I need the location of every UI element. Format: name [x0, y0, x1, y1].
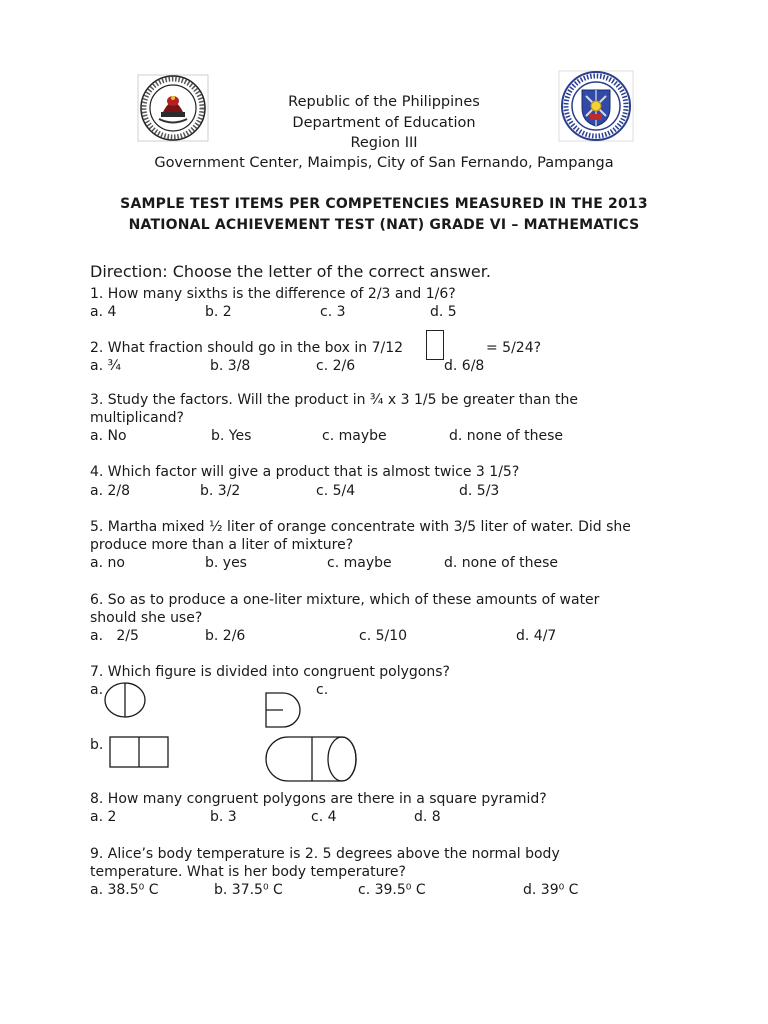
q1-option-b: b. 2 — [205, 304, 232, 320]
document-title-line1: SAMPLE TEST ITEMS PER COMPETENCIES MEASURED IN THE 2013 — [120, 196, 648, 212]
question-8-text: 8. How many congruent polygons are there in a square pyramid? — [90, 791, 547, 807]
question-6-text: 6. So as to produce a one-liter mixture, which of these amounts of water — [90, 592, 600, 608]
q4-option-c: c. 5/4 — [316, 483, 356, 499]
question-6-text-line2: should she use? — [90, 610, 203, 626]
q1-option-c: c. 3 — [320, 304, 346, 320]
q7-option-b: b. — [90, 737, 104, 753]
q5-option-c: c. maybe — [327, 555, 392, 571]
question-5-text: 5. Martha mixed ½ liter of orange concentrate with 3/5 liter of water. Did she — [90, 519, 631, 535]
q4-option-a: a. 2/8 — [90, 483, 131, 499]
q6-option-d: d. 4/7 — [516, 628, 557, 644]
q8-option-a: a. 2 — [90, 809, 117, 825]
q5-option-d: d. none of these — [444, 555, 558, 571]
q6-option-c: c. 5/10 — [359, 628, 408, 644]
q9-option-a: a. 38.5⁰ C — [90, 882, 159, 898]
question-4-text: 4. Which factor will give a product that is almost twice 3 1/5? — [90, 464, 520, 480]
q8-option-b: b. 3 — [210, 809, 237, 825]
q2-option-c: c. 2/6 — [316, 358, 356, 374]
direction-text: Direction: Choose the letter of the correct answer. — [90, 262, 491, 281]
figure-b-divided-rectangle — [110, 737, 168, 767]
q7-option-a: a. — [90, 682, 104, 698]
q3-option-c: c. maybe — [322, 428, 387, 444]
q8-option-d: d. 8 — [414, 809, 441, 825]
q2-option-a: a. ¾ — [90, 358, 122, 374]
q7-option-c: c. — [316, 682, 329, 698]
q5-option-a: a. no — [90, 555, 125, 571]
q4-option-d: d. 5/3 — [459, 483, 500, 499]
figure-d-capsule — [266, 737, 356, 781]
q8-option-c: c. 4 — [311, 809, 337, 825]
header-department: Department of Education — [292, 115, 476, 131]
header-address: Government Center, Maimpis, City of San Fernando, Pampanga — [154, 155, 614, 171]
question-7-text: 7. Which figure is divided into congruent polygons? — [90, 664, 450, 680]
question-2-text-end: = 5/24? — [486, 340, 542, 356]
q1-option-d: d. 5 — [430, 304, 457, 320]
q3-option-d: d. none of these — [449, 428, 563, 444]
q9-option-b: b. 37.5⁰ C — [214, 882, 283, 898]
q4-option-b: b. 3/2 — [200, 483, 241, 499]
q9-option-c: c. 39.5⁰ C — [358, 882, 426, 898]
q1-option-a: a. 4 — [90, 304, 117, 320]
figure-c-d-shape — [266, 693, 300, 727]
q3-option-a: a. No — [90, 428, 127, 444]
header-republic: Republic of the Philippines — [288, 94, 480, 110]
figure-a-divided-circle — [105, 683, 145, 717]
q2-option-d: d. 6/8 — [444, 358, 485, 374]
question-3-text: 3. Study the factors. Will the product in ¾ x 3 1/5 be greater than the — [90, 392, 579, 408]
question-2-text: 2. What fraction should go in the box in 7/12 — [90, 340, 404, 356]
q6-option-a: a. 2/5 — [90, 628, 139, 644]
q2-option-b: b. 3/8 — [210, 358, 251, 374]
q3-option-b: b. Yes — [211, 428, 252, 444]
q9-option-d: d. 39⁰ C — [523, 882, 579, 898]
q6-option-b: b. 2/6 — [205, 628, 246, 644]
document-title-line2: NATIONAL ACHIEVEMENT TEST (NAT) GRADE VI – MATHEMATICS — [128, 217, 640, 233]
question-1-text: 1. How many sixths is the difference of 2/3 and 1/6? — [90, 286, 456, 302]
q5-option-b: b. yes — [205, 555, 247, 571]
question-9-text: 9. Alice’s body temperature is 2. 5 degrees above the normal body — [90, 846, 560, 862]
question-3-text-line2: multiplicand? — [90, 410, 184, 426]
question-9-text-line2: temperature. What is her body temperature? — [90, 864, 406, 880]
header-region: Region III — [350, 135, 418, 151]
question-5-text-line2: produce more than a liter of mixture? — [90, 537, 354, 553]
answer-box — [426, 330, 444, 360]
